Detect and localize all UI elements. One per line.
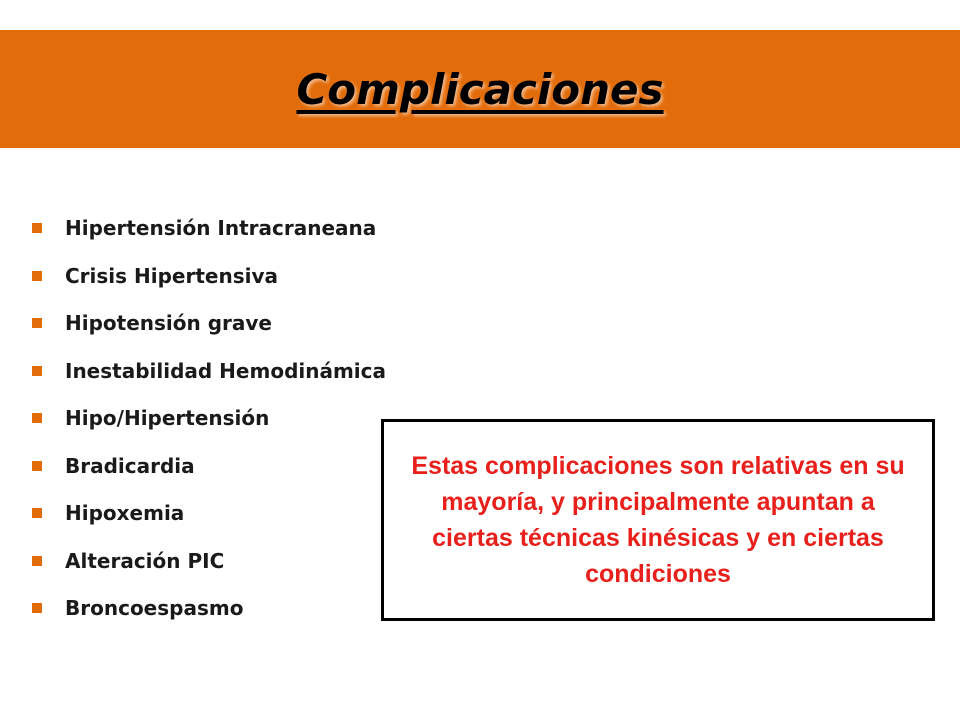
bullet-text: Alteración PIC	[65, 548, 225, 573]
note-text: Estas complicaciones son relativas en su mayoría, y principalmente apuntan a ciertas técnicas kinésicas y en ciertas condiciones	[411, 452, 905, 588]
square-bullet-icon	[32, 271, 42, 281]
bullet-text: Hipo/Hipertensión	[65, 406, 270, 430]
square-bullet-icon	[32, 461, 42, 471]
bullet-item	[30, 205, 386, 253]
bullet-text: Hipoxemia	[65, 501, 185, 525]
bullet-text: Hipertensión Intracraneana	[65, 216, 377, 240]
bullet-item	[30, 585, 386, 633]
square-bullet-icon	[32, 318, 42, 328]
bullet-text: Bradicardia	[65, 453, 195, 478]
square-bullet-icon	[32, 413, 42, 423]
bullet-text: Hipotensión grave	[65, 311, 272, 335]
bullet-text: Inestabilidad Hemodinámica	[65, 358, 387, 383]
square-bullet-icon	[32, 508, 42, 518]
bullet-item	[30, 253, 386, 301]
bullet-text: Crisis Hipertensiva	[65, 263, 279, 288]
bullet-item	[30, 538, 386, 586]
square-bullet-icon	[32, 223, 42, 233]
square-bullet-icon	[32, 603, 42, 613]
square-bullet-icon	[32, 366, 42, 376]
bullet-text: Broncoespasmo	[65, 596, 244, 620]
bullet-item	[30, 395, 386, 443]
square-bullet-icon	[32, 556, 42, 566]
bullet-item	[30, 300, 386, 348]
bullet-item	[30, 443, 386, 491]
bullet-list	[30, 205, 386, 633]
bullet-item	[30, 348, 386, 396]
note-box	[381, 419, 935, 621]
bullet-item	[30, 490, 386, 538]
slide-title: Complicaciones	[296, 65, 664, 114]
